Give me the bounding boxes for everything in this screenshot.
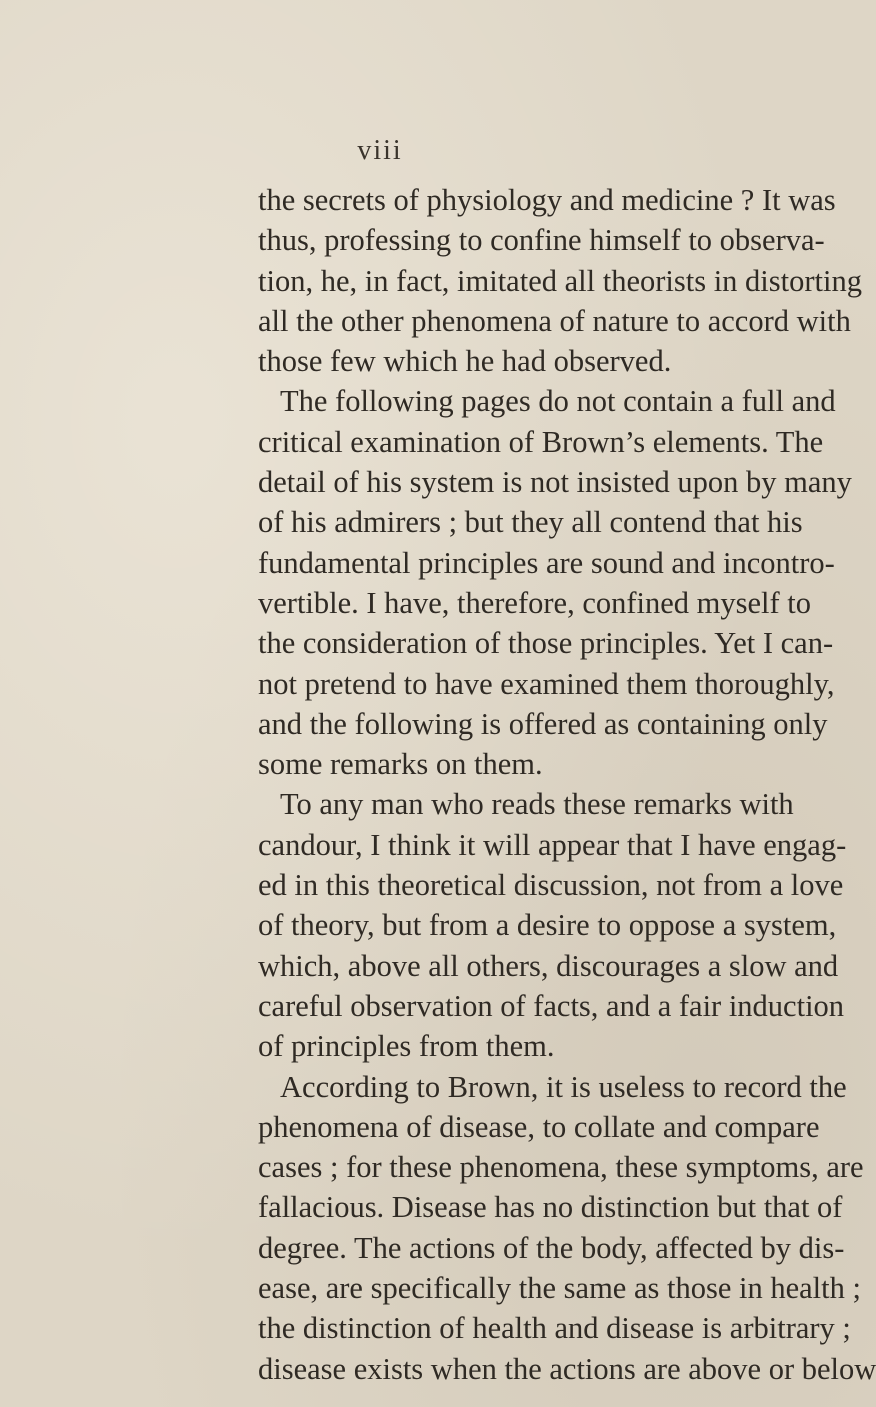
- text-line: and the following is offered as containing only: [258, 706, 828, 741]
- text-line: some remarks on them.: [258, 747, 543, 782]
- text-line: cases ; for these phenomena, these symptoms, are: [258, 1150, 864, 1185]
- text-line: the secrets of physiology and medicine ? It was: [258, 183, 836, 217]
- text-line: tion, he, in fact, imitated all theorists in distorting: [258, 263, 862, 298]
- text-line: The following pages do not contain a full and: [280, 384, 836, 419]
- text-line: of principles from them.: [258, 1029, 555, 1064]
- text-line: the distinction of health and disease is arbitrary ;: [258, 1311, 851, 1346]
- text-line: According to Brown, it is useless to record the: [280, 1069, 847, 1104]
- text-line: critical examination of Brown’s elements. The: [258, 424, 824, 459]
- text-line: ease, are specifically the same as those in health ;: [258, 1271, 861, 1306]
- text-line: of his admirers ; but they all contend that his: [258, 505, 803, 540]
- text-line: candour, I think it will appear that I have engag-: [258, 827, 847, 862]
- page-number: viii: [357, 135, 403, 166]
- text-line: careful observation of facts, and a fair induction: [258, 988, 845, 1023]
- text-line: degree. The actions of the body, affected by dis-: [258, 1230, 845, 1265]
- text-line: disease exists when the actions are above or below: [258, 1351, 876, 1386]
- text-line: those few which he had observed.: [258, 344, 672, 379]
- text-line: of theory, but from a desire to oppose a system,: [258, 908, 837, 943]
- text-line: ed in this theoretical discussion, not from a love: [258, 868, 844, 903]
- text-line: fallacious. Disease has no distinction but that of: [258, 1190, 843, 1225]
- text-line: not pretend to have examined them thoroughly,: [258, 666, 835, 701]
- body-text: [258, 180, 876, 1389]
- text-line: the consideration of those principles. Yet I can-: [258, 626, 834, 661]
- text-line: detail of his system is not insisted upon by many: [258, 465, 852, 500]
- text-line: phenomena of disease, to collate and compare: [258, 1109, 820, 1144]
- text-line: fundamental principles are sound and incontro-: [258, 545, 835, 580]
- text-line: which, above all others, discourages a slow and: [258, 948, 839, 983]
- text-line: To any man who reads these remarks with: [280, 787, 794, 822]
- text-line: thus, professing to confine himself to observa-: [258, 223, 825, 258]
- text-line: all the other phenomena of nature to accord with: [258, 303, 851, 338]
- text-line: vertible. I have, therefore, confined myself to: [258, 585, 812, 620]
